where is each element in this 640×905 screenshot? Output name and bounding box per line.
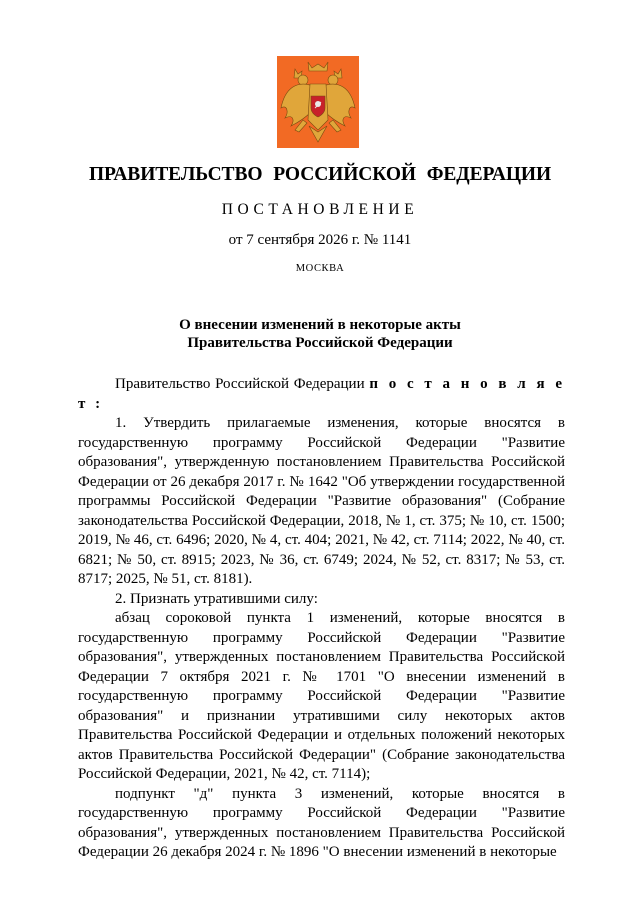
document-city: МОСКВА — [295, 263, 345, 274]
document-date-number: от 7 сентября 2026 г. № 1141 — [228, 232, 412, 248]
intro-prefix: Правительство Российской Федерации — [115, 376, 370, 392]
paragraph-2: 2. Признать утратившими силу: — [115, 590, 318, 607]
document-type: ПОСТАНОВЛЕНИЕ — [221, 201, 419, 218]
intro-paragraph — [78, 375, 565, 414]
document-body — [78, 375, 565, 863]
decree-word: п о с т а н о в л я е т : — [78, 376, 565, 412]
government-title: ПРАВИТЕЛЬСТВО РОССИЙСКОЙ ФЕДЕРАЦИИ — [88, 164, 552, 185]
subject-line-2: Правительства Российской Федерации — [187, 335, 453, 351]
subject-line-1: О внесении изменений в некоторые акты — [179, 317, 461, 333]
paragraph-3: абзац сороковой пункта 1 изменений, которые вносятся в государственную программу Российской Федерации "Развитие образования", утвержденных постановлением Правительства Российской Федерации 7 октября 2021 г. № 1701 "О внесении изменений в государственную программу Российской Федерации "Развитие образования" и признании утратившими силу некоторых актов Правительства Российской Федерации и отдельных положений некоторых актов Правительства Российской Федерации" (Собрание законодательства Российской Федерации, 2021, № 42, ст. 7114); — [78, 610, 565, 782]
paragraph-4: подпункт "д" пункта 3 изменений, которые вносятся в государственную программу Российской Федерации "Развитие образования", утвержденных постановлением Правительства Российской Федерации 26 декабря 2024 г. № 1896 "О внесении изменений в некоторые — [78, 785, 565, 860]
paragraph-1: 1. Утвердить прилагаемые изменения, которые вносятся в государственную программу Российской Федерации "Развитие образования", утвержденную постановлением Правительства Российской Федерации от 26 декабря 2017 г. № 1642 "Об утверждении государственной программы Российской Федерации "Развитие образования" (Собрание законодательства Российской Федерации, 2018, № 1, ст. 375; № 10, ст. 1500; 2019, № 46, ст. 6496; 2020, № 4, ст. 404; 2021, № 42, ст. 7114; 2022, № 40, ст. 6821; № 50, ст. 8915; 2023, № 36, ст. 6749; 2024, № 52, ст. 8317; № 53, ст. 8717; 2025, № 51, ст. 8181). — [78, 415, 565, 587]
coat-of-arms-icon — [277, 56, 359, 148]
document-subject — [0, 316, 640, 352]
